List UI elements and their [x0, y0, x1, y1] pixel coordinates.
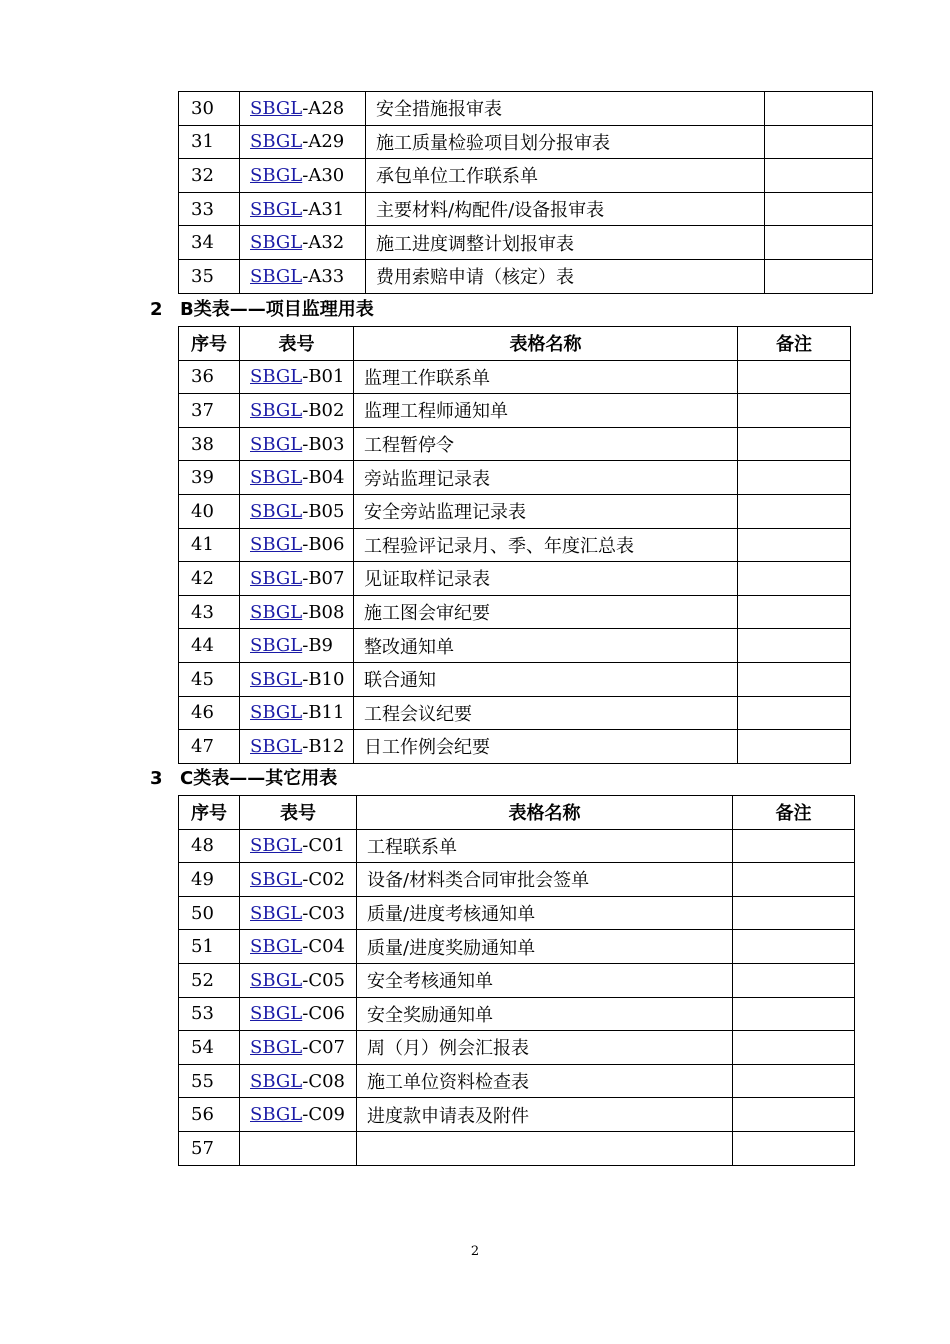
serial-number-cell: 43: [179, 595, 240, 629]
form-code-cell: [240, 259, 366, 293]
table-row: [179, 192, 873, 226]
form-code-suffix: -C02: [302, 868, 345, 890]
table-row: [179, 427, 851, 461]
serial-number-cell: 37: [179, 394, 240, 428]
serial-number-cell: 53: [179, 997, 240, 1031]
form-code-cell: [240, 427, 354, 461]
form-code-suffix: -B02: [302, 399, 345, 421]
form-code-suffix: -A28: [302, 97, 345, 119]
section-number: 2: [150, 299, 163, 320]
form-name-cell: 整改通知单: [354, 629, 738, 663]
form-code-cell: [240, 997, 357, 1031]
remark-cell: [733, 1098, 855, 1132]
remark-cell: [738, 696, 851, 730]
serial-number-cell: 55: [179, 1064, 240, 1098]
form-code-suffix: -A31: [302, 198, 345, 220]
table-row: [179, 863, 855, 897]
serial-number-cell: 56: [179, 1098, 240, 1132]
form-name-cell: 日工作例会纪要: [354, 730, 738, 764]
table-row: [179, 461, 851, 495]
remark-cell: [733, 1031, 855, 1065]
table-row: [179, 696, 851, 730]
form-code-link[interactable]: SBGL: [250, 265, 303, 287]
form-code-link[interactable]: SBGL: [250, 601, 303, 623]
table-header-row: [179, 796, 855, 830]
remark-cell: [738, 528, 851, 562]
serial-number-cell: 57: [179, 1131, 240, 1165]
remark-cell: [733, 930, 855, 964]
form-code-suffix: -C08: [302, 1070, 345, 1092]
table-row: [179, 930, 855, 964]
header-serial-number: 序号: [179, 796, 240, 830]
form-code-suffix: -B06: [302, 534, 345, 556]
table-row: [179, 494, 851, 528]
remark-cell: [738, 595, 851, 629]
table-row: [179, 159, 873, 193]
form-name-cell: 安全措施报审表: [366, 92, 765, 126]
form-code-suffix: -C05: [302, 969, 345, 991]
serial-number-cell: 52: [179, 963, 240, 997]
form-code-suffix: -C07: [302, 1036, 345, 1058]
serial-number-cell: 35: [179, 259, 240, 293]
remark-cell: [733, 963, 855, 997]
form-code-cell: [240, 896, 357, 930]
form-name-cell: 周（月）例会汇报表: [357, 1031, 733, 1065]
form-name-cell: 安全旁站监理记录表: [354, 494, 738, 528]
form-code-link[interactable]: SBGL: [250, 1036, 303, 1058]
form-code-suffix: -B11: [302, 702, 345, 724]
table-row: [179, 595, 851, 629]
form-name-cell: 设备/材料类合同审批会签单: [357, 863, 733, 897]
page-number: 2: [470, 1244, 480, 1259]
serial-number-cell: 54: [179, 1031, 240, 1065]
form-name-cell: [357, 1131, 733, 1165]
form-code-cell: [240, 829, 357, 863]
form-name-cell: 质量/进度考核通知单: [357, 896, 733, 930]
table-row: [179, 1098, 855, 1132]
table-row: [179, 226, 873, 260]
table-row: [179, 360, 851, 394]
table-row: [179, 1064, 855, 1098]
form-code-cell: [240, 226, 366, 260]
serial-number-cell: 39: [179, 461, 240, 495]
form-code-link[interactable]: SBGL: [250, 567, 303, 589]
remark-cell: [765, 226, 873, 260]
form-code-link[interactable]: SBGL: [250, 433, 303, 455]
serial-number-cell: 48: [179, 829, 240, 863]
form-code-cell: [240, 662, 354, 696]
form-code-cell: [240, 125, 366, 159]
header-serial-number: 序号: [179, 327, 240, 361]
table-row: [179, 896, 855, 930]
remark-cell: [733, 896, 855, 930]
form-code-link[interactable]: SBGL: [250, 534, 303, 556]
table-row: [179, 1131, 855, 1165]
table-row: [179, 662, 851, 696]
form-name-cell: 施工图会审纪要: [354, 595, 738, 629]
form-code-link[interactable]: SBGL: [250, 97, 303, 119]
section-title: C类表——其它用表: [180, 768, 338, 789]
serial-number-cell: 40: [179, 494, 240, 528]
form-code-link[interactable]: SBGL: [250, 868, 303, 890]
form-code-link[interactable]: SBGL: [250, 366, 303, 388]
form-name-cell: 安全奖励通知单: [357, 997, 733, 1031]
table-a-body: [179, 92, 873, 294]
serial-number-cell: 41: [179, 528, 240, 562]
form-code-link[interactable]: SBGL: [250, 164, 303, 186]
form-name-cell: 承包单位工作联系单: [366, 159, 765, 193]
remark-cell: [738, 629, 851, 663]
remark-cell: [738, 394, 851, 428]
form-code-suffix: -A30: [302, 164, 345, 186]
header-remark: 备注: [738, 327, 851, 361]
form-name-cell: 工程暂停令: [354, 427, 738, 461]
form-name-cell: 监理工程师通知单: [354, 394, 738, 428]
header-remark: 备注: [733, 796, 855, 830]
form-code-cell: [240, 159, 366, 193]
form-name-cell: 见证取样记录表: [354, 562, 738, 596]
form-code-suffix: -C09: [302, 1104, 345, 1126]
remark-cell: [738, 494, 851, 528]
form-name-cell: 施工质量检验项目划分报审表: [366, 125, 765, 159]
remark-cell: [733, 1131, 855, 1165]
serial-number-cell: 36: [179, 360, 240, 394]
form-code-link[interactable]: SBGL: [250, 232, 303, 254]
header-form-name: 表格名称: [357, 796, 733, 830]
form-code-link[interactable]: SBGL: [250, 936, 303, 958]
form-code-cell: [240, 1064, 357, 1098]
form-code-link[interactable]: SBGL: [250, 635, 303, 657]
form-code-cell: [240, 696, 354, 730]
remark-cell: [765, 259, 873, 293]
serial-number-cell: 49: [179, 863, 240, 897]
form-code-link[interactable]: SBGL: [250, 131, 303, 153]
serial-number-cell: 42: [179, 562, 240, 596]
table-row: [179, 829, 855, 863]
serial-number-cell: 34: [179, 226, 240, 260]
table-b-supervision-forms: [178, 326, 851, 764]
remark-cell: [738, 662, 851, 696]
serial-number-cell: 45: [179, 662, 240, 696]
serial-number-cell: 38: [179, 427, 240, 461]
table-row: [179, 629, 851, 663]
form-code-suffix: -C06: [302, 1003, 345, 1025]
serial-number-cell: 33: [179, 192, 240, 226]
form-code-cell: [240, 192, 366, 226]
remark-cell: [733, 1064, 855, 1098]
form-code-suffix: -B03: [302, 433, 345, 455]
section-number: 3: [150, 768, 163, 789]
form-name-cell: 主要材料/构配件/设备报审表: [366, 192, 765, 226]
form-name-cell: 质量/进度奖励通知单: [357, 930, 733, 964]
form-code-link[interactable]: SBGL: [250, 467, 303, 489]
form-code-suffix: -B08: [302, 601, 345, 623]
section-heading-c: [150, 764, 337, 790]
serial-number-cell: 51: [179, 930, 240, 964]
form-code-suffix: -A29: [302, 131, 345, 153]
remark-cell: [738, 360, 851, 394]
remark-cell: [738, 461, 851, 495]
table-c-body: [179, 829, 855, 1165]
table-c-other-forms: [178, 795, 855, 1166]
form-code-link[interactable]: SBGL: [250, 969, 303, 991]
form-code-cell: [240, 494, 354, 528]
remark-cell: [765, 125, 873, 159]
header-form-code: 表号: [240, 327, 354, 361]
form-code-suffix: -C03: [302, 902, 345, 924]
form-name-cell: 旁站监理记录表: [354, 461, 738, 495]
table-row: [179, 997, 855, 1031]
header-form-name: 表格名称: [354, 327, 738, 361]
form-code-cell: [240, 863, 357, 897]
form-code-link[interactable]: SBGL: [250, 1070, 303, 1092]
form-code-link[interactable]: SBGL: [250, 735, 303, 757]
table-row: [179, 963, 855, 997]
form-name-cell: 费用索赔申请（核定）表: [366, 259, 765, 293]
form-code-cell: [240, 92, 366, 126]
form-code-suffix: -B04: [302, 467, 345, 489]
form-code-cell: [240, 461, 354, 495]
form-code-link[interactable]: SBGL: [250, 1104, 303, 1126]
form-code-link[interactable]: SBGL: [250, 500, 303, 522]
table-row: [179, 394, 851, 428]
table-row: [179, 92, 873, 126]
table-header-row: [179, 327, 851, 361]
form-code-cell: [240, 963, 357, 997]
form-code-suffix: -C04: [302, 936, 345, 958]
form-code-cell: [240, 1098, 357, 1132]
table-row: [179, 125, 873, 159]
form-code-link[interactable]: SBGL: [250, 668, 303, 690]
form-code-cell: [240, 629, 354, 663]
form-name-cell: 工程联系单: [357, 829, 733, 863]
form-code-suffix: -A33: [302, 265, 345, 287]
form-name-cell: 工程验评记录月、季、年度汇总表: [354, 528, 738, 562]
remark-cell: [733, 997, 855, 1031]
serial-number-cell: 50: [179, 896, 240, 930]
remark-cell: [765, 159, 873, 193]
form-code-cell: [240, 1131, 357, 1165]
form-code-link[interactable]: SBGL: [250, 198, 303, 220]
form-name-cell: 联合通知: [354, 662, 738, 696]
form-name-cell: 监理工作联系单: [354, 360, 738, 394]
form-code-suffix: -B07: [302, 567, 345, 589]
table-row: [179, 528, 851, 562]
form-code-cell: [240, 930, 357, 964]
serial-number-cell: 30: [179, 92, 240, 126]
form-code-cell: [240, 595, 354, 629]
serial-number-cell: 46: [179, 696, 240, 730]
remark-cell: [733, 829, 855, 863]
remark-cell: [738, 730, 851, 764]
form-code-cell: [240, 528, 354, 562]
remark-cell: [765, 192, 873, 226]
form-name-cell: 施工单位资料检查表: [357, 1064, 733, 1098]
section-title: B类表——项目监理用表: [180, 299, 374, 320]
form-code-suffix: -B05: [302, 500, 345, 522]
form-name-cell: 进度款申请表及附件: [357, 1098, 733, 1132]
form-code-link[interactable]: SBGL: [250, 902, 303, 924]
form-code-cell: [240, 562, 354, 596]
form-code-suffix: -B10: [302, 668, 345, 690]
serial-number-cell: 31: [179, 125, 240, 159]
table-row: [179, 562, 851, 596]
table-row: [179, 730, 851, 764]
form-name-cell: 施工进度调整计划报审表: [366, 226, 765, 260]
table-row: [179, 1031, 855, 1065]
table-b-body: [179, 360, 851, 763]
remark-cell: [765, 92, 873, 126]
header-form-code: 表号: [240, 796, 357, 830]
remark-cell: [738, 562, 851, 596]
form-code-cell: [240, 730, 354, 764]
form-code-suffix: -B01: [302, 366, 345, 388]
form-code-suffix: -C01: [302, 835, 345, 857]
table-row: [179, 259, 873, 293]
form-code-cell: [240, 1031, 357, 1065]
form-code-suffix: -A32: [302, 232, 345, 254]
serial-number-cell: 44: [179, 629, 240, 663]
table-a-forms: [178, 91, 873, 294]
serial-number-cell: 32: [179, 159, 240, 193]
form-code-suffix: -B12: [302, 735, 345, 757]
form-code-link[interactable]: SBGL: [250, 835, 303, 857]
serial-number-cell: 47: [179, 730, 240, 764]
form-code-cell: [240, 394, 354, 428]
remark-cell: [738, 427, 851, 461]
form-code-suffix: -B9: [302, 635, 333, 657]
form-code-link[interactable]: SBGL: [250, 399, 303, 421]
form-code-link[interactable]: SBGL: [250, 1003, 303, 1025]
form-name-cell: 安全考核通知单: [357, 963, 733, 997]
remark-cell: [733, 863, 855, 897]
section-heading-b: [150, 295, 374, 321]
form-code-link[interactable]: SBGL: [250, 702, 303, 724]
form-name-cell: 工程会议纪要: [354, 696, 738, 730]
form-code-cell: [240, 360, 354, 394]
